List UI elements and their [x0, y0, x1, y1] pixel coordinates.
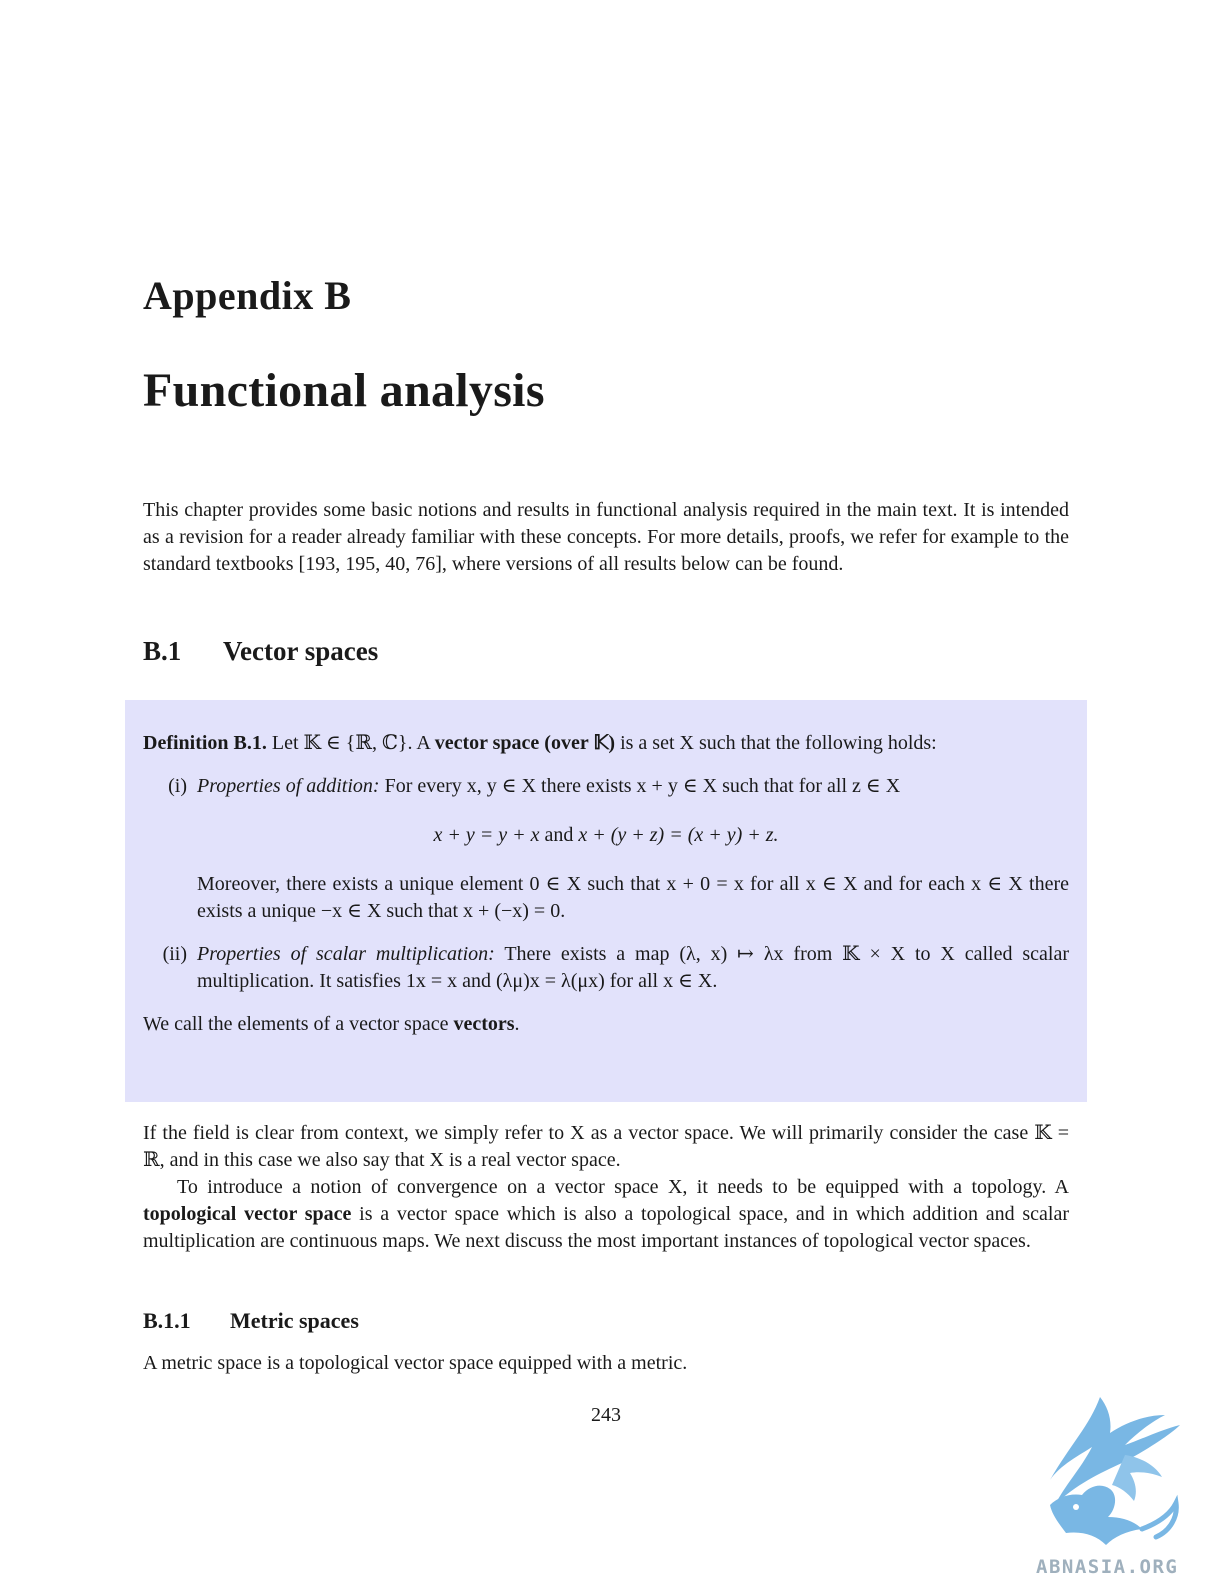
paragraph-field: If the field is clear from context, we simply refer to X as a vector space. We will primarily consider the case 𝕂 = ℝ, and in this case we also say that X is a real vector space.: [143, 1122, 1069, 1171]
item-after-text: Moreover, there exists a unique element 0 ∈ X such that x + 0 = x for all x ∈ X and for each x ∈ X there exists a unique −x ∈ X such that x + (−x) = 0.: [197, 873, 1069, 922]
section-heading: [143, 636, 378, 667]
item-heading: Properties of addition:: [197, 775, 380, 797]
display-equation: [143, 822, 1069, 849]
equation-commutativity: x + y = y + x: [433, 824, 540, 846]
topology-text-2: is a vector space which is also a topological space, and in which addition and scalar multiplication are continuous maps. We next discuss the most important instances of topological vector spaces.: [143, 1203, 1070, 1252]
subsection-title: Metric spaces: [230, 1308, 359, 1333]
definition-box: [125, 700, 1087, 1102]
item-marker: (i): [168, 775, 187, 797]
equation-and: and: [539, 824, 579, 846]
item-body: There exists a map (λ, x) ↦ λx from 𝕂 × X to X called scalar multiplication. It satisfies 1x = x and (λμ)x = λ(μx) for all x ∈ X.: [197, 943, 1070, 992]
item-heading: Properties of scalar multiplication:: [197, 943, 495, 965]
subsection-heading: [143, 1308, 359, 1334]
definition-lead-text-1: Let 𝕂 ∈ {ℝ, ℂ}. A: [271, 732, 435, 754]
definition-item-addition: [143, 773, 1069, 925]
item-text: [197, 773, 1069, 800]
item-body: For every x, y ∈ X there exists x + y ∈ X such that for all z ∈ X: [379, 775, 901, 797]
equation-associativity: x + (y + z) = (x + y) + z.: [578, 824, 779, 846]
appendix-label: Appendix B: [143, 273, 352, 318]
definition-lead: [143, 730, 1069, 757]
item-marker: (ii): [162, 943, 187, 965]
definition-closing: [143, 1011, 1069, 1038]
page-number: 243: [591, 1404, 621, 1426]
subsection-number: B.1.1: [143, 1308, 191, 1333]
definition-item-scalar: [143, 941, 1069, 995]
section-title: Vector spaces: [223, 636, 379, 666]
closing-term: vectors: [453, 1013, 515, 1035]
post-definition-text: [143, 1120, 1069, 1255]
item-text: [197, 941, 1069, 995]
definition-term: vector space (over 𝕂): [434, 732, 616, 754]
chapter-title: Functional analysis: [143, 364, 545, 417]
definition-content: [143, 730, 1069, 1038]
griffin-logo-icon: [1030, 1385, 1210, 1550]
metric-paragraph: A metric space is a topological vector space equipped with a metric.: [143, 1352, 688, 1374]
definition-label: Definition B.1.: [143, 732, 267, 754]
topology-term: topological vector space: [143, 1203, 352, 1225]
watermark-text: ABNASIA.ORG: [1036, 1556, 1179, 1578]
definition-lead-text-2: is a set X such that the following holds:: [615, 732, 937, 754]
topology-text-1: To introduce a notion of convergence on a vector space X, it needs to be equipped with a topology. A: [177, 1176, 1069, 1198]
closing-text-2: .: [514, 1013, 520, 1035]
paragraph-topology: [143, 1174, 1069, 1255]
closing-text-1: We call the elements of a vector space: [143, 1013, 454, 1035]
section-number: B.1: [143, 636, 182, 666]
intro-paragraph: This chapter provides some basic notions and results in functional analysis required in the main text. It is intended as a revision for a reader already familiar with these concepts. For more details, proofs, we refer for example to the standard textbooks [193, 195, 40, 76], where versions of all results below can be found.: [143, 499, 1069, 575]
